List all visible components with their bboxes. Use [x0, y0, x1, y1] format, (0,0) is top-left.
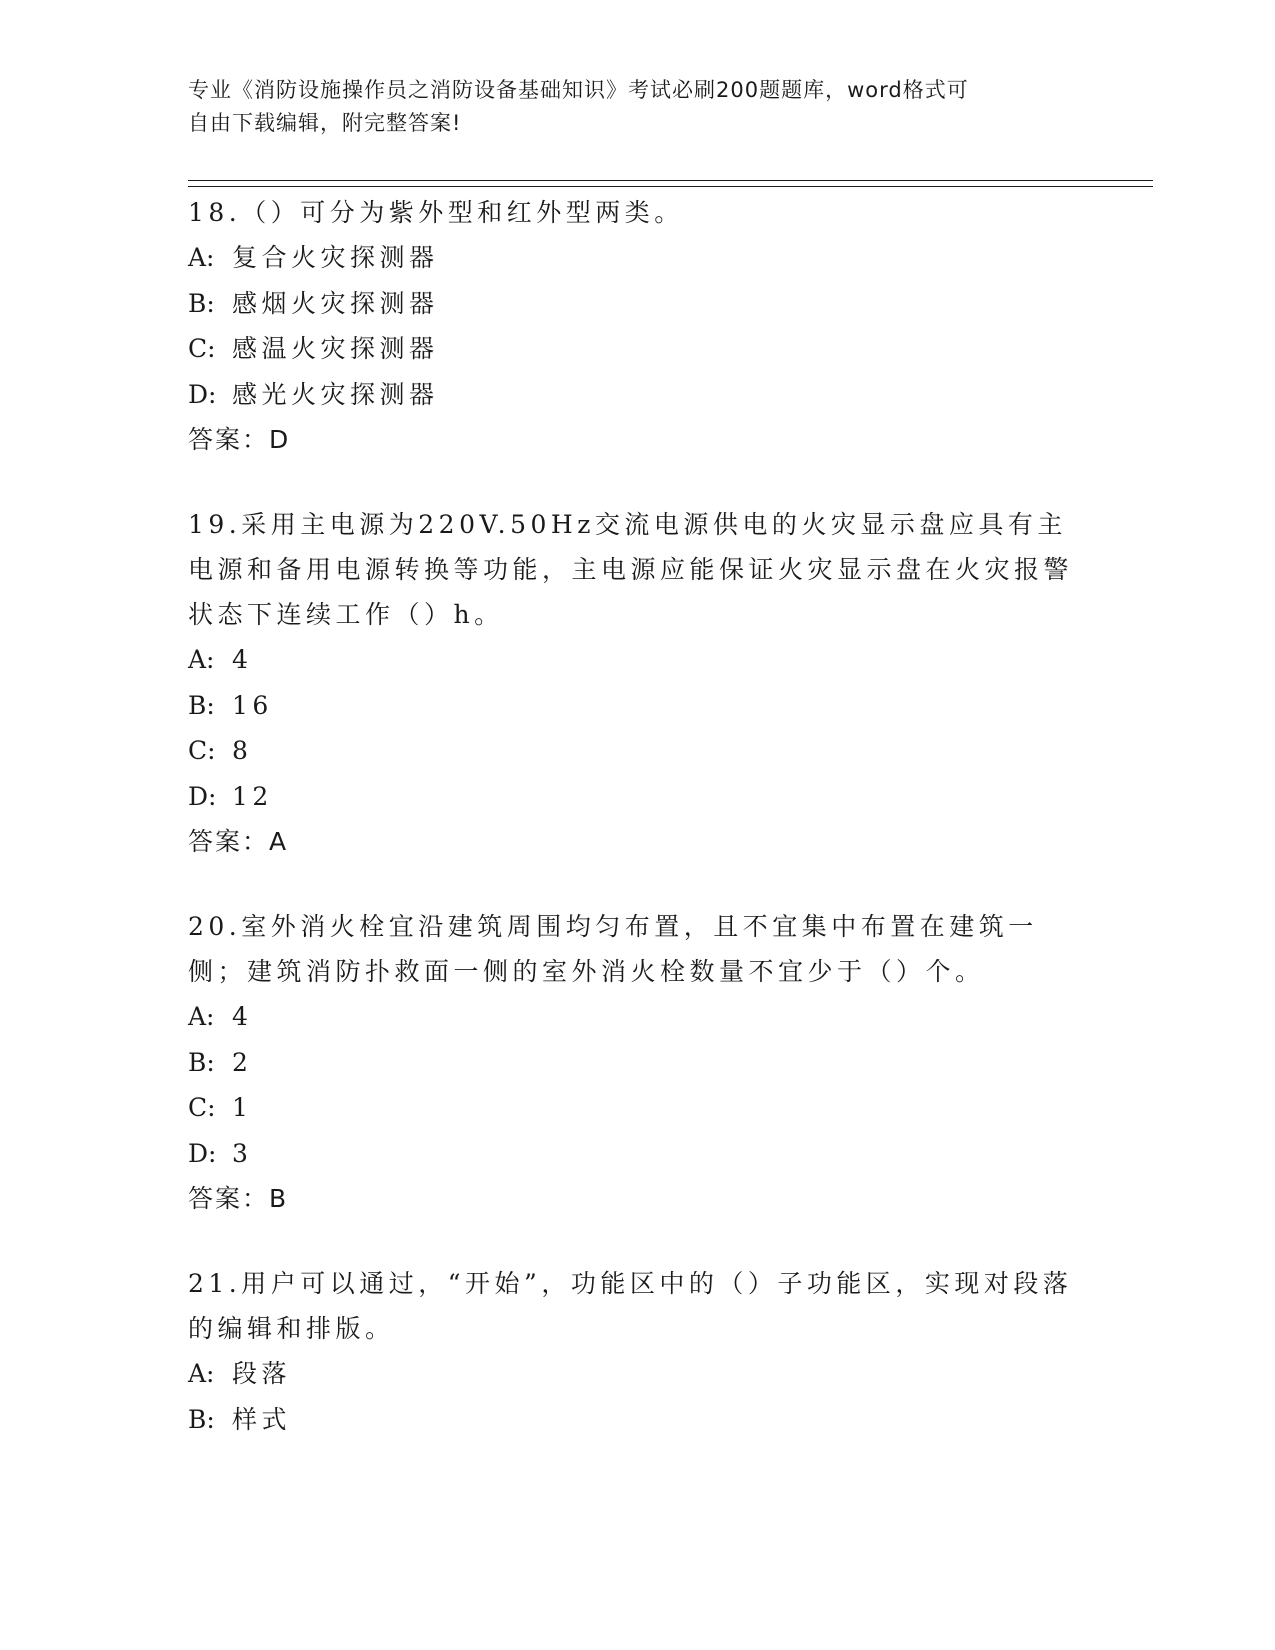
- question-stem: 18.（）可分为紫外型和红外型两类。: [188, 198, 684, 227]
- option-b: [188, 683, 1088, 729]
- option-c: [188, 326, 1088, 372]
- answer-label: 答案：: [188, 827, 270, 856]
- option-text: 4: [232, 645, 253, 674]
- option-a: [188, 1351, 1088, 1397]
- option-letter: C:: [188, 736, 216, 765]
- option-letter: D:: [188, 379, 217, 409]
- option-d: [188, 372, 1088, 418]
- option-b: [188, 281, 1088, 327]
- answer-value: D: [269, 425, 291, 454]
- option-a: [188, 994, 1088, 1040]
- question-18: [188, 190, 1088, 463]
- question-19: [188, 502, 1088, 865]
- option-text: 感烟火灾探测器: [232, 288, 439, 318]
- option-text: 12: [232, 781, 273, 811]
- option-letter: A:: [188, 1359, 215, 1388]
- option-text: 感光火灾探测器: [232, 379, 439, 409]
- option-text: 8: [232, 736, 253, 765]
- header-line-2: 自由下载编辑，附完整答案!: [188, 111, 462, 135]
- option-text: 3: [232, 1138, 253, 1168]
- option-letter: A:: [188, 645, 215, 674]
- option-text: 1: [232, 1093, 253, 1122]
- answer-line: [188, 417, 1088, 463]
- question-21: [188, 1261, 1088, 1442]
- option-letter: B:: [188, 690, 215, 720]
- question-stem: 20.室外消火栓宜沿建筑周围均匀布置，且不宜集中布置在建筑一侧；建筑消防扑救面一侧的室外消火栓数量不宜少于（）个。: [188, 912, 1038, 986]
- question-stem: 21.用户可以通过，“开始”，功能区中的（）子功能区，实现对段落的编辑和排版。: [188, 1269, 1073, 1343]
- option-text: 样式: [232, 1404, 292, 1434]
- option-text: 4: [232, 1002, 253, 1031]
- option-b: [188, 1040, 1088, 1086]
- option-text: 16: [232, 690, 273, 720]
- option-d: [188, 774, 1088, 820]
- option-b: [188, 1397, 1088, 1443]
- option-letter: A:: [188, 1002, 215, 1031]
- answer-value: B: [269, 1184, 289, 1213]
- option-letter: C:: [188, 1093, 216, 1122]
- answer-value: A: [269, 827, 289, 856]
- header-line-1: 专业《消防设施操作员之消防设备基础知识》考试必刷200题题库，word格式可: [188, 78, 969, 102]
- option-a: [188, 637, 1088, 683]
- option-letter: D:: [188, 1138, 217, 1168]
- option-letter: C:: [188, 334, 216, 363]
- question-20: [188, 904, 1088, 1222]
- option-text: 感温火灾探测器: [232, 334, 439, 363]
- answer-label: 答案：: [188, 1184, 270, 1213]
- option-letter: B:: [188, 288, 215, 318]
- answer-label: 答案：: [188, 425, 270, 454]
- option-text: 2: [232, 1047, 253, 1077]
- option-a: [188, 235, 1088, 281]
- document-header: [188, 74, 1078, 140]
- option-letter: B:: [188, 1047, 215, 1077]
- option-text: 复合火灾探测器: [232, 243, 439, 272]
- option-c: [188, 728, 1088, 774]
- question-list: [188, 190, 1088, 1481]
- option-letter: B:: [188, 1404, 215, 1434]
- option-text: 段落: [232, 1359, 292, 1388]
- option-d: [188, 1131, 1088, 1177]
- option-c: [188, 1085, 1088, 1131]
- answer-line: [188, 1176, 1088, 1222]
- option-letter: D:: [188, 781, 217, 811]
- question-stem: 19.采用主电源为220V.50Hz交流电源供电的火灾显示盘应具有主电源和备用电源转换等功能，主电源应能保证火灾显示盘在火灾报警状态下连续工作（）h。: [188, 510, 1074, 629]
- header-divider: [188, 180, 1153, 187]
- option-letter: A:: [188, 243, 215, 272]
- answer-line: [188, 819, 1088, 865]
